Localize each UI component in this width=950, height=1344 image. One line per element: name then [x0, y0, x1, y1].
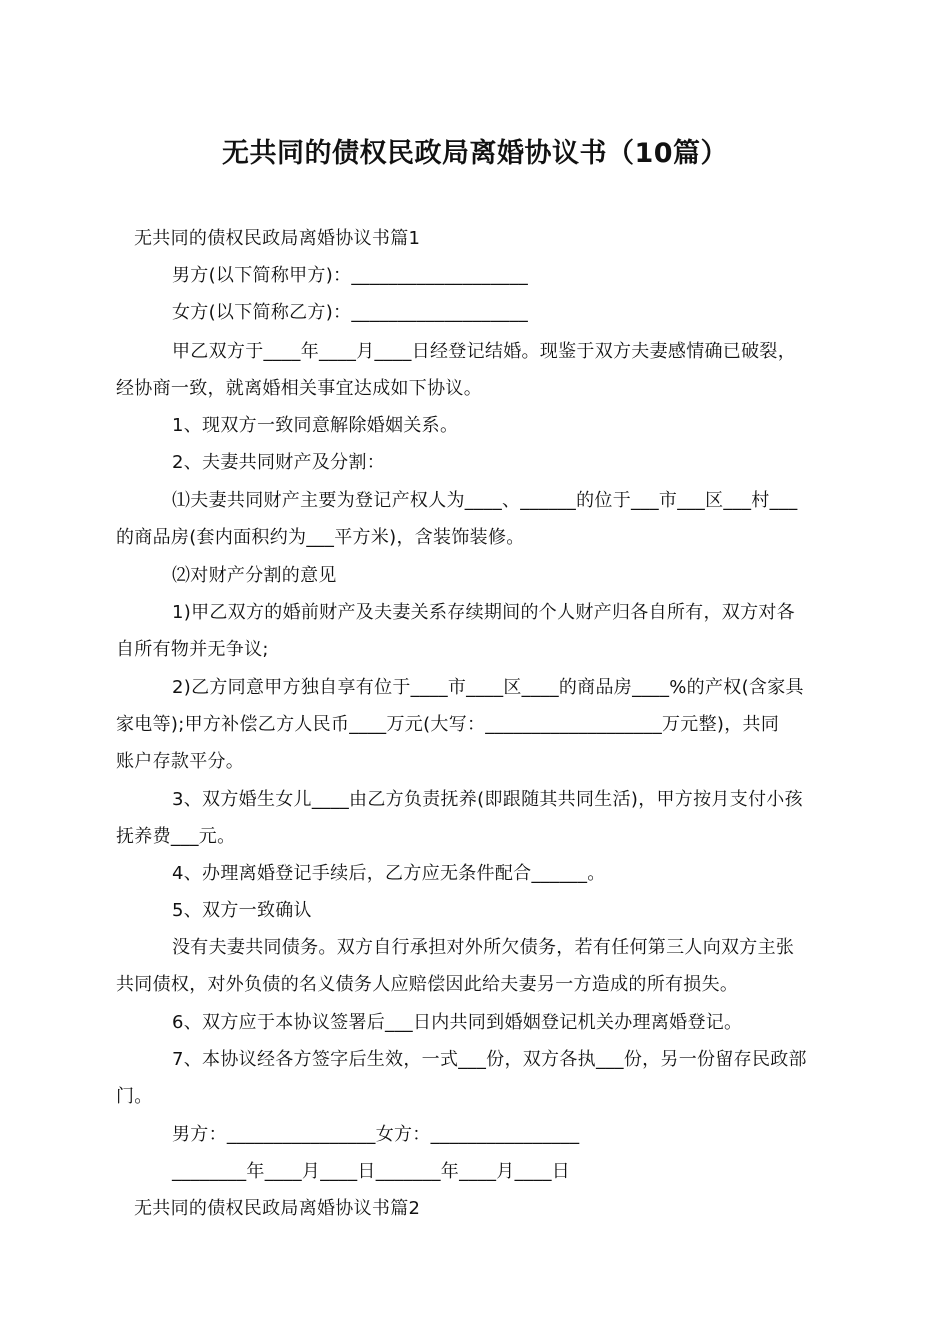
paragraph-line: 1)甲乙双方的婚前财产及夫妻关系存续期间的个人财产归各自所有，双方对各	[172, 602, 795, 623]
section-heading-1: 无共同的债权民政局离婚协议书篇1	[134, 228, 421, 249]
paragraph-line: 3、双方婚生女儿____由乙方负责抚养(即跟随其共同生活)，甲方按月支付小孩	[172, 789, 803, 810]
signature-line: 男方：________________女方：________________	[172, 1124, 580, 1145]
clause-2: 2、夫妻共同财产及分割：	[172, 452, 386, 473]
paragraph-line: 门。	[116, 1086, 153, 1107]
clause-1: 1、现双方一致同意解除婚姻关系。	[172, 415, 459, 436]
paragraph-line: 账户存款平分。	[116, 751, 245, 772]
date-line: ________年____月____日_______年____月____日	[172, 1161, 571, 1182]
section-heading-2: 无共同的债权民政局离婚协议书篇2	[134, 1198, 421, 1219]
clause-4: 4、办理离婚登记手续后，乙方应无条件配合______。	[172, 863, 606, 884]
paragraph-line: 共同债权，对外负债的名义债务人应赔偿因此给夫妻另一方造成的所有损失。	[116, 974, 739, 995]
paragraph-line: 没有夫妻共同债务。双方自行承担对外所欠债务，若有任何第三人向双方主张	[172, 937, 795, 958]
paragraph-line: 的商品房(套内面积约为___平方米)，含装饰装修。	[116, 527, 525, 548]
paragraph-line: 2)乙方同意甲方独自享有位于____市____区____的商品房____%的产权(含家具	[172, 677, 804, 698]
paragraph-line: 家电等);甲方补偿乙方人民币____万元(大写：___________________万元整)，共同	[116, 714, 780, 735]
paragraph-line: 甲乙双方于____年____月____日经登记结婚。现鉴于双方夫妻感情确已破裂，	[172, 341, 796, 362]
male-party-line: 男方(以下简称甲方)：___________________	[172, 265, 529, 286]
female-party-line: 女方(以下简称乙方)：___________________	[172, 302, 529, 323]
clause-5: 5、双方一致确认	[172, 900, 312, 921]
clause-6: 6、双方应于本协议签署后___日内共同到婚姻登记机关办理离婚登记。	[172, 1012, 743, 1033]
paragraph-line: 7、本协议经各方签字后生效，一式___份，双方各执___份，另一份留存民政部	[172, 1049, 807, 1070]
paragraph-line: 经协商一致，就离婚相关事宜达成如下协议。	[116, 378, 482, 399]
document-title: 无共同的债权民政局离婚协议书（10篇）	[221, 138, 729, 169]
sub-clause: ⑵对财产分割的意见	[172, 565, 337, 586]
paragraph-line: 抚养费___元。	[116, 826, 236, 847]
paragraph-line: ⑴夫妻共同财产主要为登记产权人为____、______的位于___市___区___村___	[172, 490, 798, 511]
paragraph-line: 自所有物并无争议;	[116, 639, 269, 660]
